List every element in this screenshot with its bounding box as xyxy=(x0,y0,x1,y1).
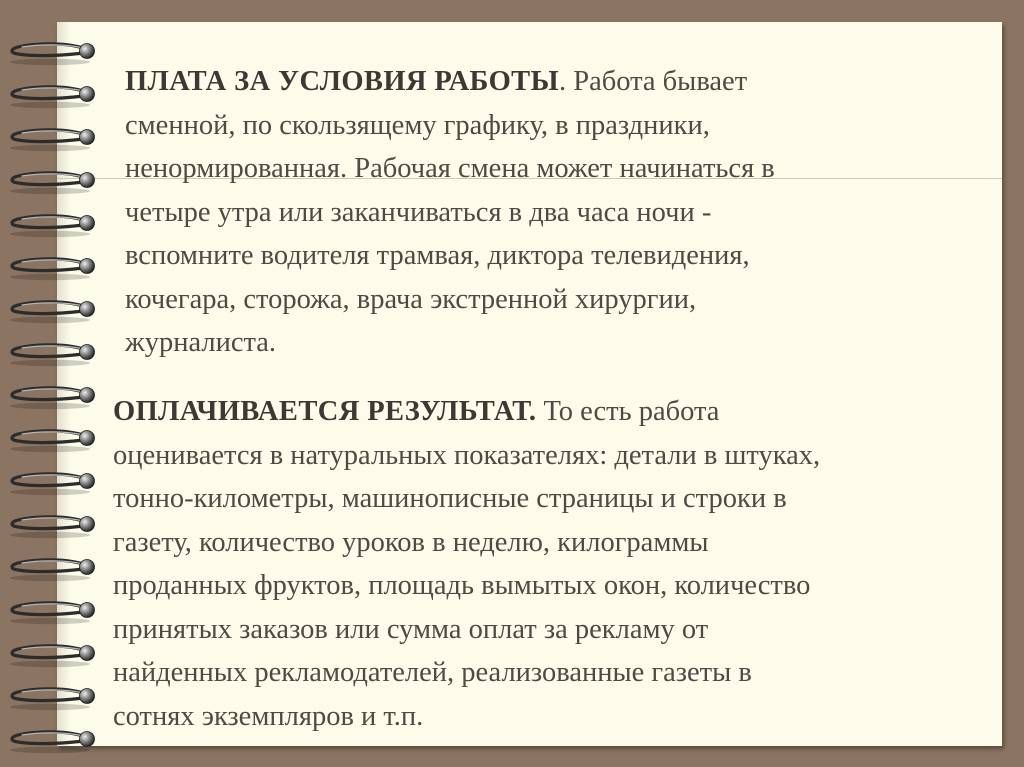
paragraph-line: газету, количество уроков в неделю, килограммы xyxy=(113,526,709,558)
spiral-ring-icon xyxy=(0,726,100,756)
paragraph-line: сменной, по скользящему графику, в праздники, xyxy=(125,109,710,141)
spiral-ring-icon xyxy=(0,511,100,541)
paragraph-line: найденных рекламодателей, реализованные газеты в xyxy=(113,657,752,688)
paragraph-line: сотнях экземпляров и т.п. xyxy=(113,700,424,732)
paragraph-line: . Работа бывает xyxy=(558,66,748,97)
spiral-ring-icon xyxy=(0,210,100,240)
paragraph-line: кочегара, сторожа, врача экстренной хирургии, xyxy=(125,283,697,315)
paragraph-pay-for-result xyxy=(113,390,820,738)
spiral-ring-icon xyxy=(0,683,100,713)
paragraph-line: То есть работа xyxy=(536,396,720,427)
spiral-ring-icon xyxy=(0,382,100,412)
paragraph-line: ненормированная. Рабочая смена может начинаться в xyxy=(125,153,775,184)
paragraph-line: вспомните водителя трамвая, диктора телевидения, xyxy=(125,240,750,271)
spiral-ring-icon xyxy=(0,554,100,584)
spiral-ring-icon xyxy=(0,640,100,670)
spiral-ring-icon xyxy=(0,167,100,197)
paragraph-line: проданных фруктов, площадь вымытых окон, количество xyxy=(113,570,811,601)
spiral-ring-icon xyxy=(0,339,100,369)
paragraph-line: принятых заказов или сумма оплат за рекламу от xyxy=(113,613,709,645)
heading-pay-for-result: ОПЛАЧИВАЕТСЯ РЕЗУЛЬТАТ. xyxy=(113,396,537,427)
paragraph-line: оценивается в натуральных показателях: детали в штуках, xyxy=(113,439,821,471)
paragraph-line: четыре утра или заканчиваться в два часа ночи - xyxy=(125,196,712,228)
spiral-ring-icon xyxy=(0,425,100,455)
paragraph-work-conditions xyxy=(125,60,775,365)
spiral-ring-icon xyxy=(0,124,100,154)
spiral-ring-icon xyxy=(0,38,100,68)
spiral-ring-icon xyxy=(0,468,100,498)
notebook-page xyxy=(57,22,1002,746)
paragraph-line: журналиста. xyxy=(125,327,277,358)
spiral-ring-icon xyxy=(0,296,100,326)
spiral-ring-icon xyxy=(0,253,100,283)
spiral-ring-icon xyxy=(0,81,100,111)
spiral-ring-icon xyxy=(0,597,100,627)
heading-work-conditions: ПЛАТА ЗА УСЛОВИЯ РАБОТЫ xyxy=(125,66,559,97)
paragraph-line: тонно-километры, машинописные страницы и строки в xyxy=(113,483,787,514)
